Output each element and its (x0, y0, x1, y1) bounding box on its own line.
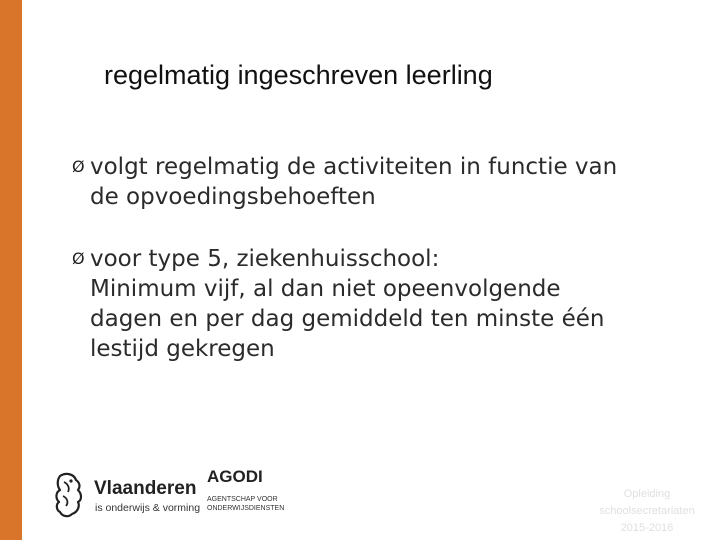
accent-bar (0, 0, 22, 540)
vlaanderen-name: Vlaanderen (94, 478, 197, 499)
footer-note (582, 486, 712, 537)
footer-line-1: Opleiding (623, 488, 671, 500)
agodi-name: AGODI (207, 467, 263, 486)
bullet-marker-icon: Ø (72, 249, 85, 268)
agodi-logo (207, 467, 307, 523)
bullet-list (72, 152, 692, 364)
slide-title: regelmatig ingeschreven leerling (104, 60, 493, 90)
bullet-item-2 (72, 244, 692, 364)
agodi-subtitle (207, 495, 284, 513)
agodi-subtitle-line-1: AGENTSCHAP VOOR (207, 496, 278, 503)
footer-line-3: 2015-2016 (620, 522, 674, 534)
bullet-item-1 (72, 152, 692, 212)
bullet-2-line-4: lestijd gekregen (90, 336, 275, 362)
agodi-subtitle-line-2: ONDERWIJSDIENSTEN (207, 505, 285, 512)
bullet-2-line-1: voor type 5, ziekenhuisschool: (90, 246, 440, 272)
lion-icon (50, 472, 86, 518)
vlaanderen-logo (50, 470, 201, 522)
bullet-1-line-1: volgt regelmatig de activiteiten in functie van (90, 154, 618, 180)
bullet-2-line-3: dagen en per dag gemiddeld ten minste één (90, 306, 605, 332)
footer-line-2: schoolsecretariaten (599, 505, 695, 517)
bullet-1-line-2: de opvoedingsbehoeften (90, 184, 376, 210)
bullet-2-line-2: Minimum vijf, al dan niet opeenvolgende (90, 276, 561, 302)
bullet-marker-icon: Ø (72, 157, 85, 176)
vlaanderen-tagline: is onderwijs & vorming (95, 502, 201, 514)
